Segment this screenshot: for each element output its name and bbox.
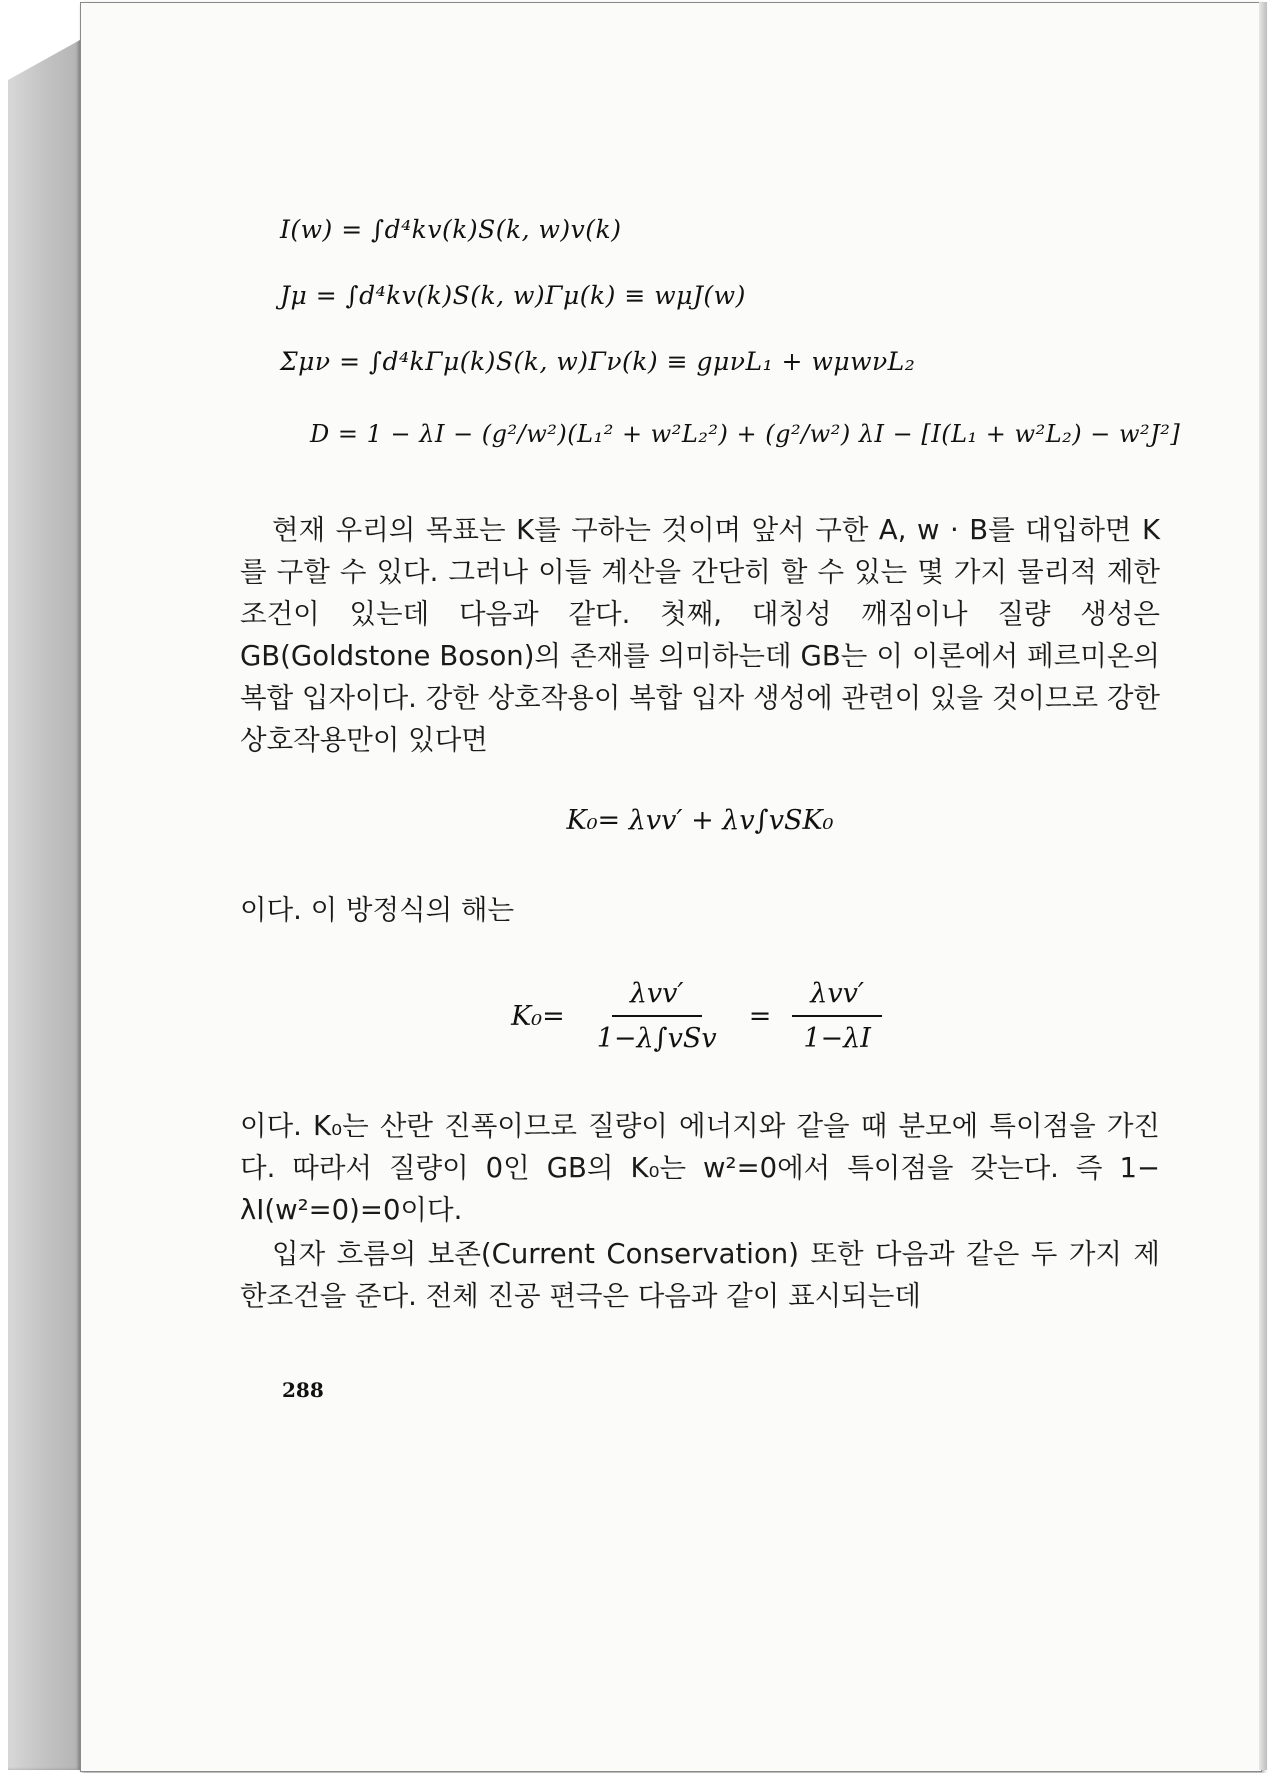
page-edge [1259, 2, 1267, 1770]
equation-d: D = 1 − λI − (g²/w²)(L₁² + w²L₂²) + (g²/w²) λI − [I(L₁ + w²L₂) − w²J²] [310, 420, 1181, 448]
fraction-second-numerator: λvv′ [792, 978, 882, 1017]
book-spine [8, 40, 80, 1770]
page-number: 288 [282, 1378, 324, 1402]
page-content [240, 215, 1181, 1317]
paragraph-solution-intro: 이다. 이 방정식의 해는 [240, 894, 515, 926]
equation-k0-solution [240, 961, 1160, 1071]
equation-i-w: I(w) = ∫d⁴kv(k)S(k, w)v(k) [280, 215, 622, 244]
k0-lhs: K₀= [511, 1000, 565, 1032]
equation-j-mu: Jμ = ∫d⁴kv(k)S(k, w)Γμ(k) ≡ wμJ(w) [280, 281, 746, 310]
equation-group [240, 215, 1181, 495]
paragraph-goal: 현재 우리의 목표는 K를 구하는 것이며 앞서 구한 A, w · B를 대입하면 K를 구할 수 있다. 그러나 이들 계산을 간단히 할 수 있는 몇 가지 물리적 제한조건이 있는데 다음과 같다. 첫째, 대칭성 깨짐이나 질량 생성은 GB(Goldstone Boson)의 존재를 의미하는데 GB는 이 이론에서 페르미온의 복합 입자이다. 강한 상호작용이 복합 입자 생성에 관련이 있을 것이므로 강한 상호작용만이 있다면 [240, 514, 1160, 756]
paragraph-singularity: 이다. K₀는 산란 진폭이므로 질량이 에너지와 같을 때 분모에 특이점을 가진다. 따라서 질량이 0인 GB의 K₀는 w²=0에서 특이점을 갖는다. 즉 1− λI(w²=0)=0이다. [240, 1110, 1160, 1226]
fraction-first-numerator: λvv′ [612, 978, 702, 1017]
fraction-second [785, 978, 889, 1054]
fraction-first [579, 978, 735, 1054]
equals-sign: = [748, 1000, 772, 1032]
fraction-first-denominator: 1−λ∫vSv [596, 1023, 717, 1054]
equation-k0: K₀= λvv′ + λv∫vSK₀ [566, 805, 834, 836]
paragraph-current-conservation: 입자 흐름의 보존(Current Conservation) 또한 다음과 같은 두 가지 제한조건을 준다. 전체 진공 편극은 다음과 같이 표시되는데 [240, 1238, 1160, 1312]
equation-sigma-mu-nu: Σμν = ∫d⁴kΓμ(k)S(k, w)Γν(k) ≡ gμνL₁ + wμwνL₂ [280, 347, 916, 376]
fraction-second-denominator: 1−λI [803, 1023, 871, 1054]
